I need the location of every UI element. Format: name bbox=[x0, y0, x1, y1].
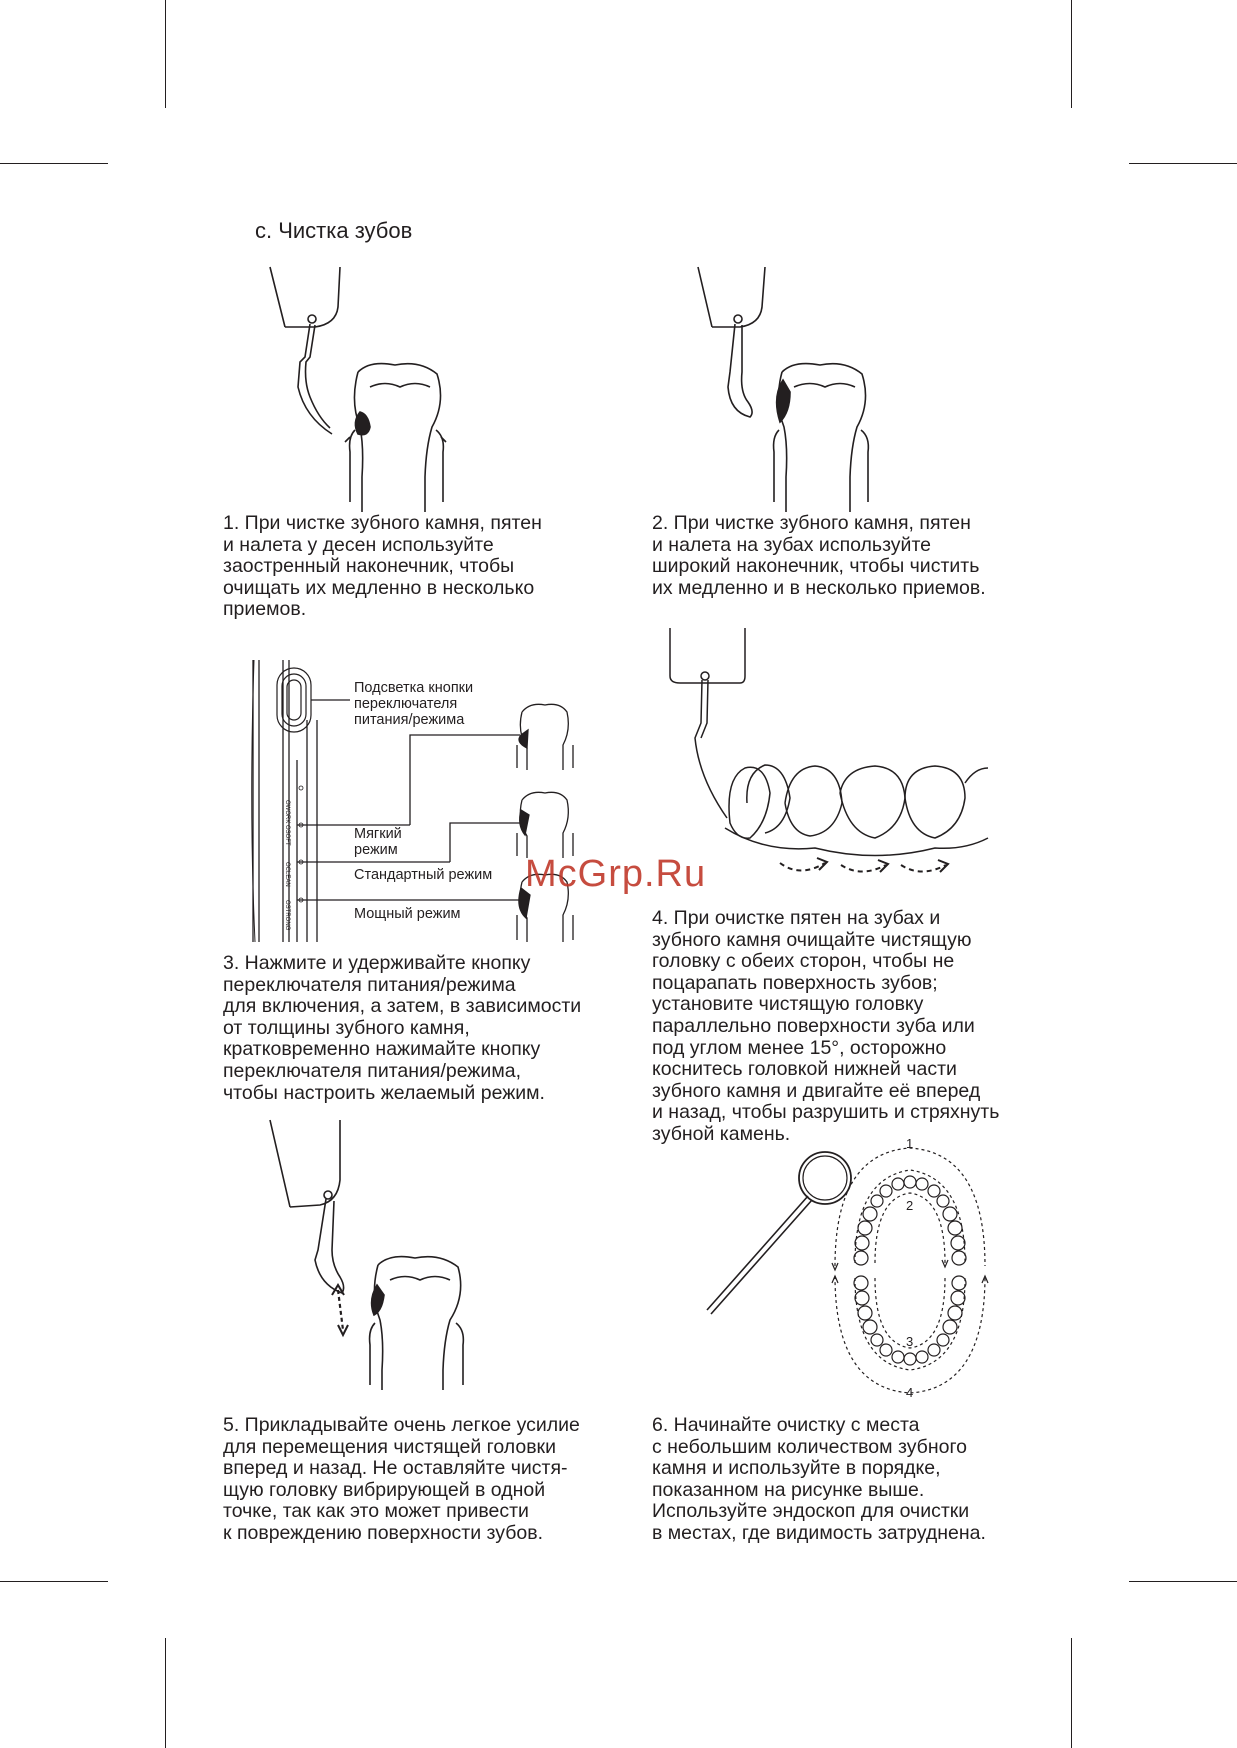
crop-mark bbox=[165, 0, 166, 108]
crop-mark bbox=[0, 163, 108, 164]
section-title: c. Чистка зубов bbox=[255, 218, 413, 243]
label-backlight: Подсветка кнопки переключателя питания/режима bbox=[354, 680, 474, 728]
device-print-clean: OCLEAN bbox=[284, 862, 290, 887]
crop-mark bbox=[165, 1638, 166, 1748]
order-number-3: 3 bbox=[906, 1334, 914, 1349]
device-print-soft: OSOFT bbox=[284, 825, 290, 846]
mini-tooth-1 bbox=[517, 704, 573, 770]
order-number-1: 1 bbox=[906, 1136, 914, 1151]
mini-tooth-2 bbox=[517, 792, 573, 858]
step-3-text: 3. Нажмите и удерживайте кнопку переключателя питания/режима для включения, а затем, в зависимости от толщины зубного камня, кратковременно нажимайте кнопку переключателя питания/режима, чтобы настроить желаемый режим. bbox=[223, 952, 582, 1104]
step-2-text: 2. При чистке зубного камня, пятен и налета на зубах используйте широкий наконечник, чтобы чистить их медленно и в несколько приемов. bbox=[652, 512, 986, 599]
illustration-tooth-row bbox=[665, 628, 990, 888]
device-print-work: OWORK bbox=[284, 800, 290, 824]
label-soft-mode: Мягкий режим bbox=[354, 826, 402, 858]
illustration-pointed-tip bbox=[260, 262, 460, 512]
crop-mark bbox=[1129, 163, 1237, 164]
label-strong-mode: Мощный режим bbox=[354, 906, 461, 922]
watermark: McGrp.Ru bbox=[525, 853, 707, 895]
crop-mark bbox=[0, 1581, 108, 1582]
order-number-2: 2 bbox=[906, 1198, 914, 1213]
step-4-text: 4. При очистке пятен на зубах и зубного камня очищайте чистящую головку с обеих сторон, чтобы не поцарапать поверхность зубов; установите чистящую головку параллельно поверхности зуба или под углом менее 15°, осторожно коснитесь головкой нижней части зубного камня и двигайте её вперед и назад, чтобы разрушить и стряхнуть зубной камень. bbox=[652, 907, 1000, 1145]
crop-mark bbox=[1129, 1581, 1237, 1582]
step-5-text: 5. Прикладывайте очень легкое усилие для перемещения чистящей головки вперед и назад. Не оставляйте чистя- щую головку вибрирующей в одной точке, так как это может привести к повреждению поверхности зубов. bbox=[223, 1414, 580, 1544]
crop-mark bbox=[1071, 0, 1072, 108]
label-standard-mode: Стандартный режим bbox=[354, 867, 493, 883]
order-number-4: 4 bbox=[906, 1385, 914, 1400]
step-6-text: 6. Начинайте очистку с места с небольшим количеством зубного камня и используйте в порядке, показанном на рисунке выше. Используйте эндоскоп для очистки в местах, где видимость затруднена. bbox=[652, 1414, 986, 1544]
step-1-text: 1. При чистке зубного камня, пятен и налета у десен используйте заостренный наконечник, чтобы очищать их медленно в несколько приемов. bbox=[223, 512, 542, 621]
illustration-jaw-order bbox=[705, 1138, 995, 1398]
illustration-back-forth bbox=[260, 1115, 480, 1390]
device-print-strong: OSTRONG bbox=[284, 900, 290, 931]
crop-mark bbox=[1071, 1638, 1072, 1748]
illustration-wide-tip bbox=[690, 262, 890, 512]
